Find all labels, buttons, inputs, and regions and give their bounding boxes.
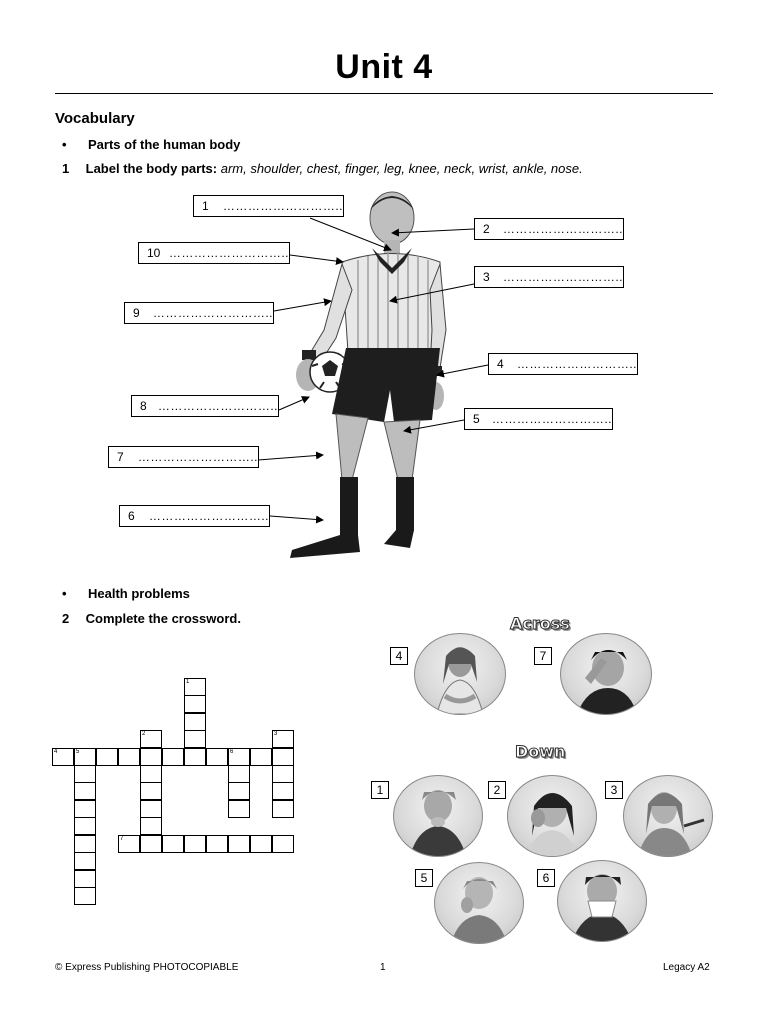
- photo-sore-throat: [434, 862, 524, 944]
- label-box-4[interactable]: [488, 353, 638, 375]
- crossword-cell[interactable]: [228, 800, 250, 818]
- label-box-7[interactable]: [108, 446, 259, 468]
- label-box-number: 10: [147, 246, 161, 260]
- crossword-cell[interactable]: [74, 782, 96, 800]
- crossword-cell[interactable]: [74, 817, 96, 835]
- label-box-number: 3: [483, 270, 490, 284]
- answer-line: ………………………..: [148, 509, 269, 523]
- photo-stomachache: [414, 633, 506, 715]
- cell-number: 1: [186, 679, 190, 685]
- crossword-cell[interactable]: [140, 817, 162, 835]
- crossword-cell[interactable]: [184, 713, 206, 731]
- cell-number: 2: [142, 731, 146, 737]
- photo-toothache: [507, 775, 597, 857]
- footer-copyright: © Express Publishing PHOTOCOPIABLE: [55, 962, 239, 973]
- crossword-cell[interactable]: [118, 748, 140, 766]
- crossword-cell[interactable]: [228, 835, 250, 853]
- bullet-dot: •: [62, 586, 67, 601]
- exercise-1-words: arm, shoulder, chest, finger, leg, knee, neck, wrist, ankle, nose.: [220, 161, 583, 176]
- footer-book-title: Legacy A2: [663, 962, 710, 973]
- answer-line: ………………………..: [502, 222, 623, 236]
- crossword-cell[interactable]: [184, 730, 206, 748]
- crossword-cell[interactable]: [96, 748, 118, 766]
- person-photo-icon: [394, 776, 482, 856]
- photo-cough: [393, 775, 483, 857]
- crossword-cell[interactable]: [184, 835, 206, 853]
- crossword-cell[interactable]: [272, 800, 294, 818]
- answer-line: ………………………..: [516, 357, 637, 371]
- answer-line: ………………………..: [491, 412, 612, 426]
- crossword-cell[interactable]: [74, 835, 96, 853]
- person-photo-icon: [435, 863, 523, 943]
- answer-line: ………………………..: [137, 450, 258, 464]
- person-photo-icon: [558, 861, 646, 941]
- page-title: Unit 4: [335, 48, 433, 86]
- clue-number-box: 7: [534, 647, 552, 665]
- exercise-2-instruction: [62, 611, 241, 626]
- crossword-cell[interactable]: [52, 748, 74, 766]
- bullet-body-parts-text: Parts of the human body: [88, 137, 241, 152]
- crossword-cell[interactable]: [140, 800, 162, 818]
- crossword-cell[interactable]: [140, 782, 162, 800]
- clue-number-box: 6: [537, 869, 555, 887]
- clue-number-box: 2: [488, 781, 506, 799]
- answer-line: ………………………..: [152, 306, 273, 320]
- crossword-cell[interactable]: [74, 800, 96, 818]
- crossword-cell[interactable]: [118, 835, 140, 853]
- person-photo-icon: [624, 776, 712, 856]
- cell-number: 3: [274, 731, 278, 737]
- crossword-cell[interactable]: [140, 835, 162, 853]
- label-box-number: 4: [497, 357, 504, 371]
- crossword-cell[interactable]: [74, 765, 96, 783]
- exercise-1-prompt: Label the body parts:: [85, 161, 218, 176]
- crossword-cell[interactable]: [184, 695, 206, 713]
- clue-number-box: 3: [605, 781, 623, 799]
- cell-number: 5: [76, 749, 80, 755]
- crossword-cell[interactable]: [74, 870, 96, 888]
- label-box-9[interactable]: [124, 302, 274, 324]
- label-box-number: 8: [140, 399, 147, 413]
- exercise-2-number: 2: [62, 611, 70, 626]
- bullet-health-problems: [62, 586, 190, 601]
- label-box-number: 2: [483, 222, 490, 236]
- crossword-cell[interactable]: [140, 730, 162, 748]
- label-box-2[interactable]: [474, 218, 624, 240]
- photo-headache: [560, 633, 652, 715]
- crossword-cell[interactable]: [228, 782, 250, 800]
- cell-number: 4: [54, 749, 58, 755]
- across-heading: Across: [510, 614, 570, 633]
- crossword-cell[interactable]: [272, 748, 294, 766]
- exercise-1-number: 1: [62, 161, 70, 176]
- crossword-cell[interactable]: [74, 887, 96, 905]
- page-number: 1: [380, 962, 386, 973]
- label-box-number: 9: [133, 306, 140, 320]
- label-box-number: 1: [202, 199, 209, 213]
- clue-number-box: 5: [415, 869, 433, 887]
- photo-fever: [623, 775, 713, 857]
- label-box-1[interactable]: [193, 195, 344, 217]
- clue-number-box: 4: [390, 647, 408, 665]
- crossword-cell[interactable]: [228, 748, 250, 766]
- answer-line: ………………………..: [168, 246, 289, 260]
- crossword-cell[interactable]: [140, 748, 162, 766]
- cell-number: 7: [120, 836, 124, 842]
- person-photo-icon: [561, 634, 651, 714]
- photo-cold: [557, 860, 647, 942]
- crossword-cell[interactable]: [206, 835, 228, 853]
- crossword-cell[interactable]: [206, 748, 228, 766]
- bullet-dot: •: [62, 137, 67, 152]
- crossword-cell[interactable]: [162, 748, 184, 766]
- crossword-cell[interactable]: [272, 730, 294, 748]
- label-box-5[interactable]: [464, 408, 613, 430]
- label-box-3[interactable]: [474, 266, 624, 288]
- crossword-cell[interactable]: [184, 678, 206, 696]
- cell-number: 6: [230, 749, 234, 755]
- label-box-8[interactable]: [131, 395, 279, 417]
- crossword-cell[interactable]: [250, 748, 272, 766]
- person-photo-icon: [508, 776, 596, 856]
- crossword-cell[interactable]: [228, 765, 250, 783]
- label-box-number: 6: [128, 509, 135, 523]
- crossword-cell[interactable]: [184, 748, 206, 766]
- crossword-cell[interactable]: [140, 765, 162, 783]
- label-box-number: 5: [473, 412, 480, 426]
- person-photo-icon: [415, 634, 505, 714]
- down-heading: Down: [515, 742, 566, 761]
- crossword-cell[interactable]: [162, 835, 184, 853]
- crossword-cell[interactable]: [272, 765, 294, 783]
- label-box-6[interactable]: [119, 505, 270, 527]
- crossword-cell[interactable]: [272, 835, 294, 853]
- answer-line: ………………………..: [222, 199, 343, 213]
- crossword-cell[interactable]: [272, 782, 294, 800]
- exercise-2-prompt: Complete the crossword.: [85, 611, 241, 626]
- bullet-health-problems-text: Health problems: [88, 586, 190, 601]
- crossword-cell[interactable]: [74, 748, 96, 766]
- section-heading: Vocabulary: [55, 110, 135, 127]
- label-box-10[interactable]: [138, 242, 290, 264]
- clue-number-box: 1: [371, 781, 389, 799]
- answer-line: ………………………..: [502, 270, 623, 284]
- label-box-number: 7: [117, 450, 124, 464]
- crossword-cell[interactable]: [250, 835, 272, 853]
- answer-line: ………………………..: [157, 399, 278, 413]
- crossword-cell[interactable]: [74, 852, 96, 870]
